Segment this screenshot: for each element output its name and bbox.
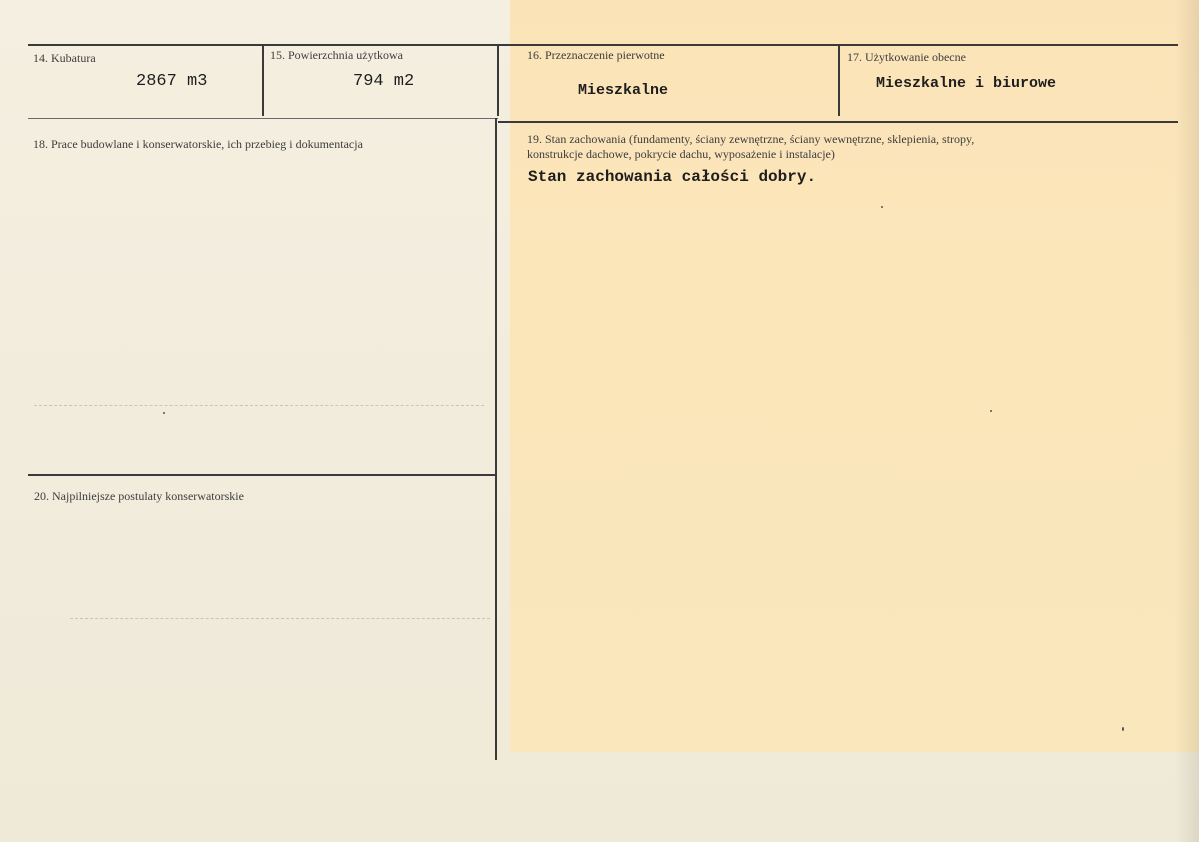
divider-16-17 [838, 44, 840, 116]
top-rule [28, 44, 1178, 46]
field-16-value: Mieszkalne [578, 82, 669, 99]
divider-14-15 [262, 44, 264, 116]
field-14-label: 14. Kubatura [33, 51, 96, 65]
field-15-label: 15. Powierzchnia użytkowa [270, 48, 403, 62]
left-section-top-rule [28, 118, 498, 119]
paper-edge-shadow [1175, 0, 1199, 842]
header-row-bottom-rule [498, 121, 1178, 123]
field-19-label-line2: konstrukcje dachowe, pokrycie dachu, wyposażenie i instalacje) [527, 147, 835, 161]
highlight-panel [510, 0, 1199, 752]
field-17-label: 17. Użytkowanie obecne [847, 50, 966, 64]
field-16-label: 16. Przeznaczenie pierwotne [527, 48, 665, 62]
main-column-divider [495, 118, 497, 760]
field-19-value: Stan zachowania całości dobry. [528, 168, 817, 186]
field-20-label: 20. Najpilniejsze postulaty konserwatorskie [34, 489, 244, 503]
field-17-value: Mieszkalne i biurowe [876, 75, 1057, 92]
field-14-value: 2867 m3 [136, 72, 208, 91]
divider-15-16 [497, 44, 499, 116]
section-18-20-rule [28, 474, 496, 476]
field-19-label-line1: 19. Stan zachowania (fundamenty, ściany zewnętrzne, ściany wewnętrzne, sklepienia, stropy, [527, 132, 975, 146]
field-15-value: 794 m2 [353, 72, 415, 91]
field-18-label: 18. Prace budowlane i konserwatorskie, ich przebieg i dokumentacja [33, 137, 363, 151]
paper-speck [990, 410, 992, 412]
faint-line [34, 405, 484, 407]
faint-line [70, 618, 490, 620]
paper-speck [881, 206, 883, 208]
paper-speck [1122, 727, 1124, 731]
paper-speck [163, 412, 165, 414]
